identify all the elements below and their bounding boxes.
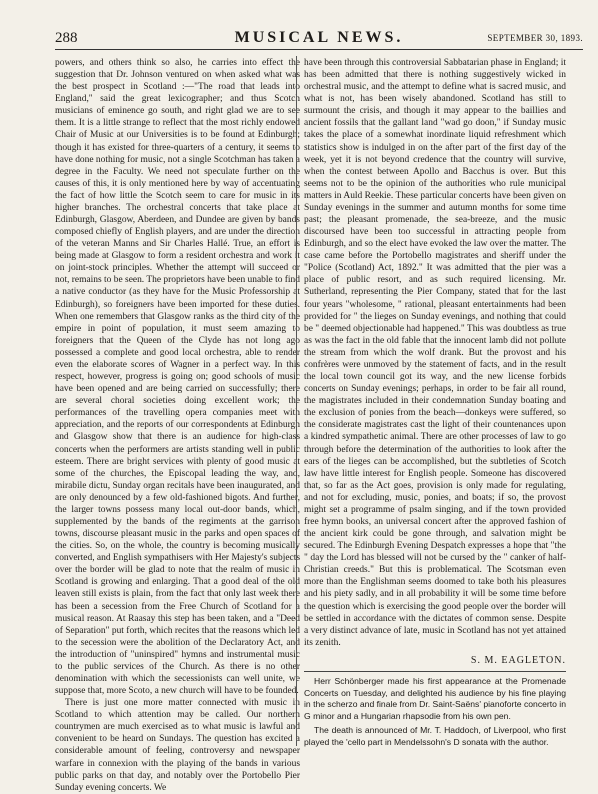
page-number: 288 bbox=[55, 30, 78, 46]
column-divider bbox=[296, 56, 297, 746]
article-paragraph: There is just one more matter connected with music in Scotland to which attention may be called. Our northern countrymen are much exercised as to what music is lawful and convenient to be heard on Sundays. The question has excited a considerable amount of feeling, controversy and newspaper warfare in connexion with the playing of the bands in various public parks on that day, and notably over the Portobello Pier Sunday evening concerts. We bbox=[55, 698, 300, 793]
article-paragraph: powers, and others think so also, he carries into effect the suggestion that Dr. Johnson ventured on when asked what was the best prospect in Scotland :—"The road that leads into England," said the great lexicographer; and thus Scotch musicians of eminence go south, and right glad we are to see them. It is a little strange to reflect that the most richly endowed Chair of Music at our Universities is to be found at Edinburgh; though it has existed for three-quarters of a century, it seems to have done nothing for music, not a single Scotchman has taken a degree in the Faculty. We need not speculate further on the causes of this, it is only mentioned here by way of accentuating the fact of how little the Scotch seem to care for music in its higher branches. The orchestral concerts that take place at Edinburgh, Glasgow, Aberdeen, and Dundee are given by bands composed chiefly of English players, and are under the direction of the veteran Manns and Sir Charles Hallé. True, an effort is being made at Glasgow to form a resident orchestra and work it on joint-stock principles. Whether the attempt will succeed or not, remains to be seen. The proprietors have been unable to find a native conductor (as they have for the Music Professorship at Edinburgh), so foreigners have been imported for these duties. When one remembers that Glasgow ranks as the third city of the empire in point of population, it must seem amazing to foreigners that the Queen of the Clyde has not long ago possessed a complete and good local orchestra, able to render even the elaborate scores of Wagner in a perfect way. In this respect, however, progress is going on; good schools of music have been opened and are being carried on successfully; there are several choral societies doing excellent work; the performances of the travelling opera companies meet with appreciation, and the reports of our correspondents at Edinburgh and Glasgow show that there is an audience for high-class concerts when the performers are artists standing well in public esteem. There are bright services with plenty of good music at some of the churches, the Episcopal leading the way, and, mirabile dictu, Sunday organ recitals have been inaugurated, and are only denounced by a few old-fashioned bigots. And further, the larger towns possess many local out-door bands, which, supplemented by the bands of the regiments at the garrison towns, discourse pleasant music in the parks and open spaces of the cities. So, on the whole, the country is becoming musically converted, and English sympathisers with Her Majesty's subjects over the border will be glad to note that the realm of music in Scotland is growing and enlarging. That a good deal of the old leaven still exists is plain, from the fact that only last week there has been a secession from the Free Church of Scotland for a musical reason. At Raasay this step has been taken, and a "Deed of Separation" put forth, which recites that the reasons which led to the secession were the abolition of the Declaratory Act, and the introduction of "uninspired" hymns and instrumental music to the public services of the Church. As there is no other denomination with which the secessionists can well unite, we suppose that, more Scoto, a new church will have to be founded. bbox=[55, 58, 300, 697]
news-note: Herr Schönberger made his first appearance at the Promenade Concerts on Tuesday, and delighted his audience by his fine playing in the scherzo and finale from Dr. Saint-Saëns' pianoforte concerto in G minor and a Hungarian rhapsodie from his own pen. bbox=[304, 675, 566, 721]
page-header bbox=[55, 28, 583, 48]
section-divider bbox=[304, 671, 566, 672]
left-column bbox=[55, 57, 300, 794]
masthead-title: MUSICAL NEWS. bbox=[234, 29, 404, 46]
author-signature: S. M. EAGLETON. bbox=[470, 654, 566, 666]
article-paragraph: have been through this controversial Sabbatarian phase in England; it has been admitted that there is nothing suggestively wicked in orchestral music, and the attempt to define what is sacred music, and what is not, has been wisely abandoned. Scotland has still to surmount the crisis, and though it may appear to the baillies and ancient fossils that the gallant land "wad go doon," if Sunday music takes the place of a somewhat inordinate liquid refreshment which statistics show is indulged in on the after part of the first day of the week, yet it is not beyond credence that the country will survive, when the contest between Apollo and Bacchus is over. But this seems not to be the opinion of the authorities who rule municipal matters in Auld Reekie. These particular concerts have been given on Sunday evenings in the summer and autumn months for some time past; the pleasant promenade, the sea-breeze, and the music discoursed have been too successful in attracting people from Edinburgh, and so the elect have evoked the law over the matter. The case came before the Portobello magistrates and sheriff under the "Police (Scotland) Act, 1892." It was admitted that the pier was a place of public resort, and as such required licensing. Mr. Sutherland, representing the Pier Company, stated that for the last four years "wholesome, " rational, pleasant entertainments had been provided for " the lieges on Sunday evenings, and nothing that could be " deemed objectionable had happened." This was doubtless as true as was the fact in the old fable that the innocent lamb did not pollute the stream from which the wolf drank. But the provost and his confrères were unmoved by the statement of facts, and in the result the local town council got its way, and the new license forbids concerts on Sunday evenings; perhaps, in order to be fair all round, the magistrates included in their condemnation Sunday boating and the exclusion of ponies from the beach—donkeys were suffered, so the considerate magistrates cast the light of their countenances upon a kindred sympathetic animal. There are other processes of law to go through before the determination of the authorities to look after the ears of the lieges can be accomplished, but the subtleties of Scotch law have little interest for English people. Someone has discovered that, so far as the Act goes, provision is only made for regulating, and not for excluding, music, ponies, and boats; if so, the provost might set a programme of psalm singing, and if the town provided free hymn books, an universal concert after the approved fashion of the ancient kirk could be gone through, and salvation might be secured. The Edinburgh Evening Despatch expresses a hope that "the " day the Lord has blessed will not be cursed by the " canker of half-Christian creeds." But this is problematical. The Scotsman even more than the Englishman seems doomed to take both his pleasures and his piety sadly, and in all probability it will be some time before the question which is exercising the good people over the border will be settled in accordance with the dictates of common sense. Despite a very distinct advance of late, music in Scotland has not yet attained its zenith. bbox=[304, 58, 567, 648]
news-note: The death is announced of Mr. T. Haddoch, of Liverpool, who first played the 'cello part in Mendelssohn's D sonata with the author. bbox=[304, 725, 566, 747]
right-column bbox=[304, 57, 566, 751]
issue-date: SEPTEMBER 30, 1893. bbox=[487, 33, 583, 43]
header-rule bbox=[55, 49, 583, 50]
